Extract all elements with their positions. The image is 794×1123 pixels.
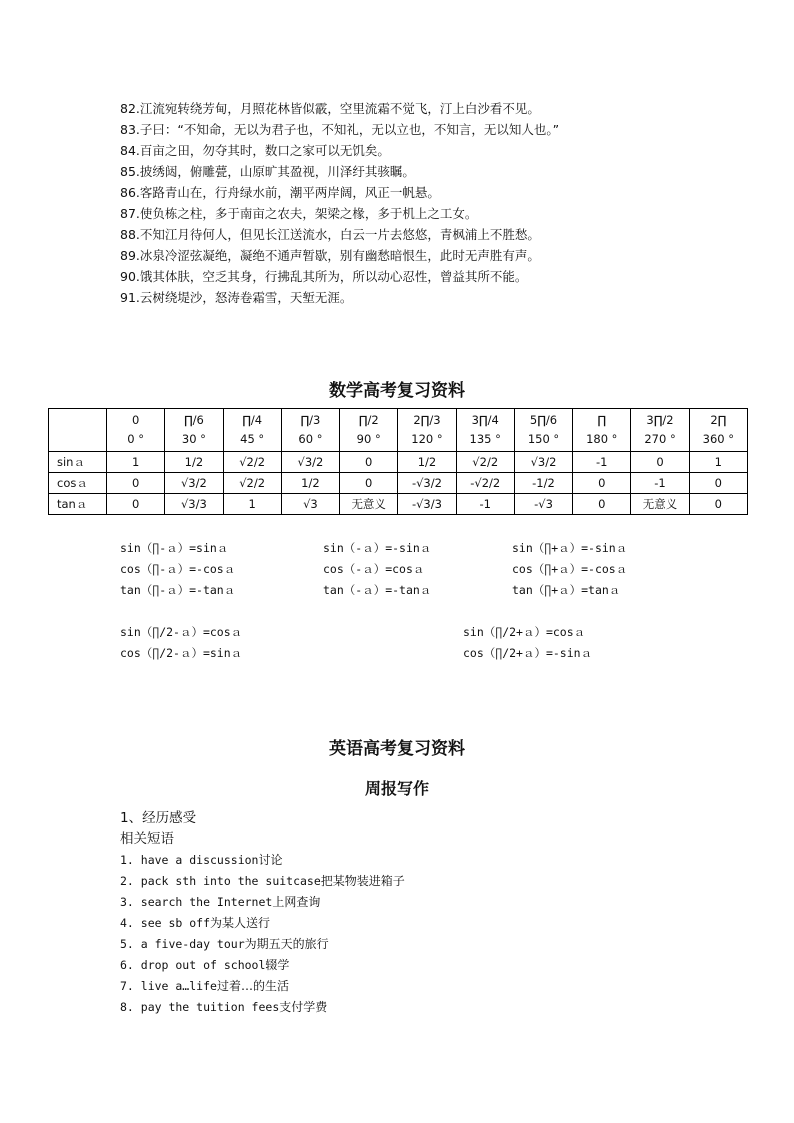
table-cell: 0 <box>689 494 747 515</box>
formula: sin（-ａ）=-sinａ <box>323 541 432 555</box>
table-cell: 1 <box>107 452 165 473</box>
table-cell: -√2/2 <box>456 473 514 494</box>
angle-header-cell: 3∏/2 270 ° <box>631 409 689 452</box>
table-row-cos <box>49 473 748 494</box>
table-cell: 0 <box>107 494 165 515</box>
phrase-item: 1. have a discussion讨论 <box>120 853 283 867</box>
poem-line: 86.客路青山在，行舟绿水前，潮平两岸阔，风正一帆悬。 <box>120 185 440 200</box>
table-cell: 无意义 <box>340 494 398 515</box>
poem-line: 88.不知江月待何人，但见长江送流水，白云一片去悠悠，青枫浦上不胜愁。 <box>120 227 540 242</box>
poem-line: 84.百亩之田，勿夺其时，数口之家可以无饥矣。 <box>120 143 390 158</box>
table-cell: 0 <box>340 473 398 494</box>
english-phrases-section <box>120 808 760 1018</box>
english-section-title: 英语高考复习资料 <box>329 739 465 759</box>
phrase-item: 8. pay the tuition fees支付学费 <box>120 1000 328 1014</box>
angle-header-cell: 3∏/4 135 ° <box>456 409 514 452</box>
table-header-row <box>49 409 748 452</box>
table-cell: -√3 <box>514 494 572 515</box>
table-corner-cell <box>49 409 107 452</box>
angle-header-cell: ∏/2 90 ° <box>340 409 398 452</box>
table-cell: 无意义 <box>631 494 689 515</box>
table-cell: 0 <box>340 452 398 473</box>
table-cell: √2/2 <box>223 473 281 494</box>
poem-list <box>120 98 760 308</box>
angle-header-cell: ∏/3 60 ° <box>281 409 339 452</box>
table-cell: 0 <box>573 494 631 515</box>
formula: sin（∏+ａ）=-sinａ <box>512 541 628 555</box>
table-cell: 1/2 <box>165 452 223 473</box>
math-section-title: 数学高考复习资料 <box>329 381 465 401</box>
poem-line: 82.江流宛转绕芳甸，月照花林皆似霰，空里流霜不觉飞，汀上白沙看不见。 <box>120 101 540 116</box>
formula: cos（∏/2-ａ）=sinａ <box>120 646 243 660</box>
formula: tan（-ａ）=-tanａ <box>323 583 432 597</box>
row-label-cell: cosａ <box>49 473 107 494</box>
table-row-sin <box>49 452 748 473</box>
table-cell: √2/2 <box>223 452 281 473</box>
formula: cos（-ａ）=cosａ <box>323 562 425 576</box>
phrase-item: 5. a five-day tour为期五天的旅行 <box>120 937 329 951</box>
table-cell: √3 <box>281 494 339 515</box>
english-subtitle: 周报写作 <box>364 779 429 798</box>
poem-line: 91.云树绕堤沙，怒涛卷霜雪，天堑无涯。 <box>120 290 353 305</box>
table-cell: 0 <box>631 452 689 473</box>
angle-header-cell: 0 0 ° <box>107 409 165 452</box>
angle-header-cell: ∏ 180 ° <box>573 409 631 452</box>
table-cell: 1 <box>223 494 281 515</box>
formula: tan（∏-ａ）=-tanａ <box>120 583 236 597</box>
phrase-item: 7. live a…life过着…的生活 <box>120 979 289 993</box>
table-cell: √2/2 <box>456 452 514 473</box>
table-cell: 0 <box>689 473 747 494</box>
table-cell: 1 <box>689 452 747 473</box>
phrases-heading: 相关短语 <box>120 831 174 847</box>
formula: tan（∏+ａ）=tanａ <box>512 583 621 597</box>
section-heading: 1、经历感受 <box>120 810 197 826</box>
formula: cos（∏/2+ａ）=-sinａ <box>463 646 593 660</box>
table-cell: -1 <box>456 494 514 515</box>
table-cell: √3/3 <box>165 494 223 515</box>
table-cell: -1 <box>631 473 689 494</box>
table-cell: 0 <box>107 473 165 494</box>
formula: cos（∏+ａ）=-cosａ <box>512 562 628 576</box>
row-label-cell: sinａ <box>49 452 107 473</box>
angle-header-cell: 2∏ 360 ° <box>689 409 747 452</box>
table-cell: 1/2 <box>281 473 339 494</box>
table-cell: -1/2 <box>514 473 572 494</box>
poem-line: 83.子曰：“不知命，无以为君子也，不知礼，无以立也，不知言，无以知人也。” <box>120 122 560 137</box>
poem-line: 85.披绣闼，俯雕甍，山原旷其盈视，川泽纡其骇瞩。 <box>120 164 415 179</box>
table-cell: -√3/3 <box>398 494 456 515</box>
angle-header-cell: 5∏/6 150 ° <box>514 409 572 452</box>
table-row-tan <box>49 494 748 515</box>
angle-header-cell: ∏/6 30 ° <box>165 409 223 452</box>
table-cell: √3/2 <box>281 452 339 473</box>
angle-header-cell: ∏/4 45 ° <box>223 409 281 452</box>
table-cell: -√3/2 <box>398 473 456 494</box>
formula: sin（∏-ａ）=sinａ <box>120 541 229 555</box>
phrase-item: 2. pack sth into the suitcase把某物装进箱子 <box>120 874 405 888</box>
phrase-item: 6. drop out of school辍学 <box>120 958 290 972</box>
phrase-item: 4. see sb off为某人送行 <box>120 916 271 930</box>
angle-header-cell: 2∏/3 120 ° <box>398 409 456 452</box>
formula: cos（∏-ａ）=-cosａ <box>120 562 236 576</box>
trig-values-table <box>48 408 748 515</box>
poem-line: 89.冰泉冷涩弦凝绝，凝绝不通声暂歇，别有幽愁暗恨生，此时无声胜有声。 <box>120 248 540 263</box>
table-cell: -1 <box>573 452 631 473</box>
row-label-cell: tanａ <box>49 494 107 515</box>
phrase-item: 3. search the Internet上网查询 <box>120 895 321 909</box>
table-cell: 0 <box>573 473 631 494</box>
poem-line: 87.使负栋之柱，多于南亩之农夫，架梁之椽，多于机上之工女。 <box>120 206 478 221</box>
table-cell: √3/2 <box>165 473 223 494</box>
formula: sin（∏/2+ａ）=cosａ <box>463 625 586 639</box>
table-cell: √3/2 <box>514 452 572 473</box>
formula: sin（∏/2-ａ）=cosａ <box>120 625 243 639</box>
poem-line: 90.饿其体肤，空乏其身，行拂乱其所为，所以动心忍性，曾益其所不能。 <box>120 269 528 284</box>
table-cell: 1/2 <box>398 452 456 473</box>
